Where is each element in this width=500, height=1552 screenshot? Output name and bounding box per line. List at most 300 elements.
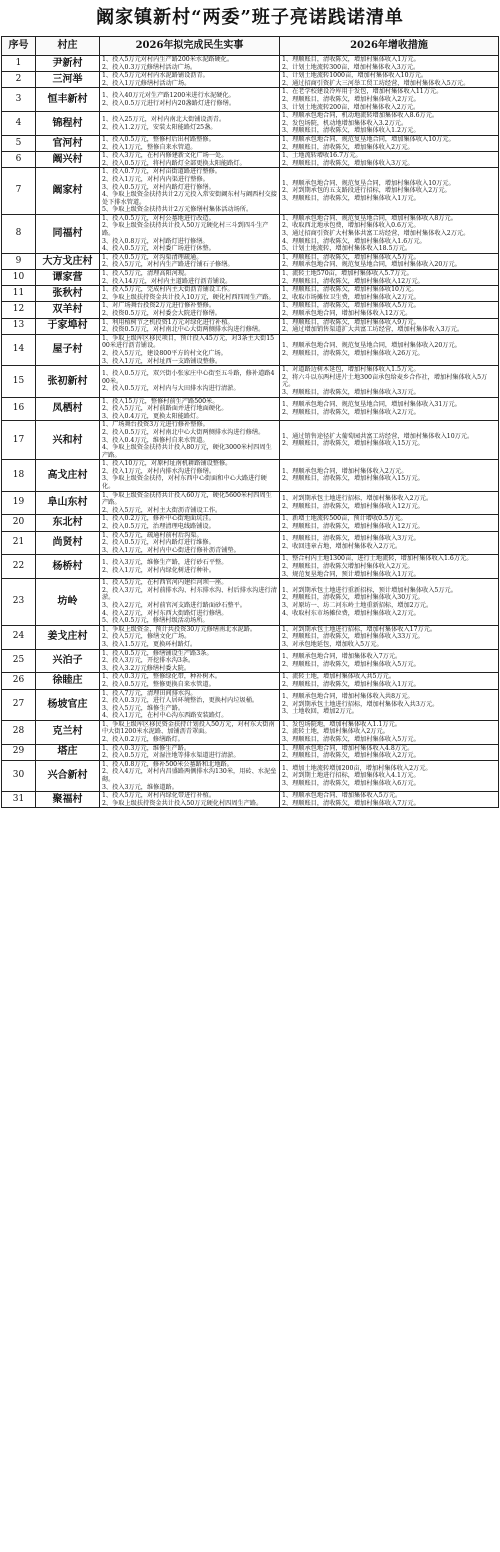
- project-item: 4、投入2万元，对村东西大街路灯进行修缮。: [102, 609, 228, 617]
- project-item: 1、投入0.5万元，对村公墓地进行改造。: [102, 214, 215, 222]
- project-item: 5、争取上级资金扶持共计2万元修缮村集体活动场所。: [102, 206, 253, 214]
- village-name: 克兰村: [36, 720, 100, 744]
- measure-item: 1、理顺账目，清收陈欠，增加村集体收入9万元。: [282, 318, 420, 326]
- projects-cell: [100, 214, 280, 253]
- table-row: [2, 214, 499, 253]
- projects-cell: [100, 135, 280, 151]
- village-name: 兴泊子: [36, 649, 100, 673]
- projects-cell: [100, 744, 280, 760]
- projects-cell: [100, 531, 280, 555]
- measures-cell: [280, 720, 499, 744]
- village-name: 张初新村: [36, 366, 100, 397]
- measure-item: 3、对原坊一、坊二河东岭土地重新招标，增加2万元。: [282, 601, 433, 609]
- project-item: 1、投入5万元对村内水泥路铺设沥青。: [102, 72, 209, 80]
- row-number: 15: [2, 366, 36, 397]
- project-item: 1、投入5万元，疏通村前村后沟渠。: [102, 531, 203, 539]
- measure-item: 3、理顺账目，清收陈欠，增加村集体收入1万元。: [282, 194, 420, 202]
- row-number: 11: [2, 286, 36, 302]
- row-number: 31: [2, 792, 36, 808]
- table-header-row: [2, 37, 499, 56]
- village-name: 阚兴村: [36, 152, 100, 168]
- measures-cell: [280, 760, 499, 791]
- measures-cell: [280, 253, 499, 269]
- row-number: 1: [2, 56, 36, 72]
- table-row: [2, 253, 499, 269]
- village-name: 锦程村: [36, 112, 100, 136]
- table-row: [2, 649, 499, 673]
- measures-cell: [280, 744, 499, 760]
- measure-item: 1、理顺承包地合同，机动地流转增加集体收入8.6万元。: [282, 112, 439, 120]
- table-row: [2, 318, 499, 334]
- measure-item: 2、理顺账目，清收陈欠，增加村集体收入30万元。: [282, 594, 424, 602]
- projects-cell: [100, 270, 280, 286]
- table-row: [2, 744, 499, 760]
- project-item: 1、争取上级库区移民资金扶持计划投入50万元，对村东大街南中大街1200米水泥路、加铺沥青罩面。: [102, 720, 275, 736]
- table-row: [2, 460, 499, 491]
- project-item: 1、投入5万元，完成村内主大街沥青铺设工作。: [102, 286, 234, 294]
- village-name: 张秋村: [36, 286, 100, 302]
- measure-item: 2、通过招商引资扩大三河举工贸工坊经营，增加村集体收入5万元。: [282, 79, 470, 87]
- village-name: 谭家营: [36, 270, 100, 286]
- village-name: 大方戈庄村: [36, 253, 100, 269]
- table-row: [2, 625, 499, 649]
- project-item: 2、投入5万元，修缮文化广场。: [102, 633, 191, 641]
- measure-item: 1、理顺账目，清收陈欠，增加村集体收入5万元。: [282, 253, 420, 261]
- project-item: 1、投入0.5万元，双兴街小张家庄中心街至五斗路，修补道路400米。: [102, 369, 275, 385]
- project-item: 2、投入0.5万元进行对村内20盏路灯进行修缮。: [102, 99, 236, 107]
- table-row: [2, 421, 499, 460]
- row-number: 6: [2, 152, 36, 168]
- projects-cell: [100, 673, 280, 689]
- measures-cell: [280, 579, 499, 626]
- project-item: 2、投入0.3万元，进行人居环境整治，更换村内垃圾桶。: [102, 697, 259, 705]
- projects-cell: [100, 397, 280, 421]
- project-item: 2、投入0.5万元，对村南北中心大街两侧排水沟进行修缮。: [102, 428, 265, 436]
- project-item: 1、投入0.2万元，修补中心街地面坑洼。: [102, 515, 215, 523]
- village-name: 官河村: [36, 135, 100, 151]
- measures-cell: [280, 334, 499, 365]
- measure-item: 1、对到期承包土地进行重新招标，预计增加村集体收入5万元。: [282, 586, 457, 594]
- table-row: [2, 72, 499, 88]
- measures-cell: [280, 286, 499, 302]
- measures-cell: [280, 397, 499, 421]
- measures-cell: [280, 625, 499, 649]
- table-row: [2, 366, 499, 397]
- measure-item: 1、整合村内土地1300亩，进行土地流转，增加村集体收入1.6万元。: [282, 555, 473, 563]
- village-name: 聚福村: [36, 792, 100, 808]
- village-name: 坊岭: [36, 579, 100, 626]
- projects-cell: [100, 579, 280, 626]
- projects-cell: [100, 286, 280, 302]
- table-row: [2, 286, 499, 302]
- row-number: 3: [2, 88, 36, 112]
- measure-item: 1、对道路边树木延包，增加村集体收入1.5万元。: [282, 366, 420, 374]
- row-number: 28: [2, 720, 36, 744]
- measures-cell: [280, 531, 499, 555]
- project-item: 1、投入0.5万元，整修村后出村路整修。: [102, 135, 215, 143]
- measure-item: 2、理顺账目，清收陈欠，增加集体收入2万元。: [282, 143, 414, 151]
- projects-cell: [100, 72, 280, 88]
- header-projects: 2026年拟完成民生实事: [100, 37, 280, 56]
- row-number: 18: [2, 460, 36, 491]
- measure-item: 1、理顺承包地合同、规范复垦地合同，增加村集体收入31万元。: [282, 401, 461, 409]
- projects-cell: [100, 334, 280, 365]
- projects-cell: [100, 460, 280, 491]
- projects-cell: [100, 625, 280, 649]
- project-item: 3、投入1.5万元，更换环村路灯。: [102, 640, 197, 648]
- village-name: 凤栖村: [36, 397, 100, 421]
- projects-cell: [100, 491, 280, 515]
- table-row: [2, 397, 499, 421]
- project-item: 1、投入25万元，对村内南北大街铺设沥青。: [102, 115, 226, 123]
- table-body: [2, 56, 499, 808]
- project-item: 3、投入0.5万元，对村内路灯进行修缮。: [102, 183, 215, 191]
- projects-cell: [100, 720, 280, 744]
- project-item: 2、投入0.5万元，整修更换自来水管道。: [102, 680, 215, 688]
- measure-item: 2、发包场院，机动地增加集体收入3.2万元。: [282, 119, 408, 127]
- project-item: 2、投入1.2万元，安装太阳能路灯25盏。: [102, 123, 217, 131]
- table-row: [2, 673, 499, 689]
- projects-cell: [100, 421, 280, 460]
- village-name: 阚家村: [36, 168, 100, 215]
- row-number: 22: [2, 555, 36, 579]
- measure-item: 3、理顺账目，清收陈欠，增加村集体收入3万元。: [282, 388, 420, 396]
- project-item: 1、对广场舞台投资2万元进行修补整修。: [102, 302, 216, 310]
- project-item: 2、投入5万元，建设800平方的村文化广场。: [102, 349, 227, 357]
- project-item: 1、投入0.3万元，维修生产路。: [102, 744, 191, 752]
- table-row: [2, 579, 499, 626]
- project-item: 2、投入3万元，对村前排水沟、村东排水沟、村后排水沟进行清淤。: [102, 586, 277, 602]
- measure-item: 2、通过增加销售渠道扩大共富工坊经营，增加村集体收入3万元。: [282, 326, 464, 334]
- measure-item: 2、理顺账目，清收陈欠，增加村集体收入1万元。: [282, 680, 420, 688]
- measure-item: 1、对到期承包土地进行招标，增加村集体收入2万元。: [282, 495, 433, 503]
- row-number: 16: [2, 397, 36, 421]
- measure-item: 1、理顺承包地合同、规范复垦合同，增加村集体收入10万元。: [282, 179, 455, 187]
- village-name: 兴和村: [36, 421, 100, 460]
- project-item: 3、投入5万元，维修生产路。: [102, 704, 185, 712]
- table-row: [2, 491, 499, 515]
- measure-item: 3、理顺账目，清收陈欠，增加村集体收入6万元。: [282, 779, 420, 787]
- measure-item: 2、理顺账目，清收陈欠，增加村集体收入26万元。: [282, 349, 424, 357]
- header-measures: 2026年增收措施: [280, 37, 499, 56]
- measures-cell: [280, 460, 499, 491]
- village-name: 阜山东村: [36, 491, 100, 515]
- project-item: 3、投入1万元，对村址西一支路铺设整修。: [102, 357, 222, 365]
- row-number: 29: [2, 744, 36, 760]
- project-item: 3、投入0.4万元，更换太阳能路灯。: [102, 412, 203, 420]
- table-row: [2, 555, 499, 579]
- measure-item: 3、理顺账目，清收陈欠，增加集体收入1.2万元。: [282, 127, 420, 135]
- table-row: [2, 152, 499, 168]
- project-item: 2、投入3万元，开挖排水沟3条。: [102, 657, 195, 665]
- header-no: 序号: [2, 37, 36, 56]
- row-number: 21: [2, 531, 36, 555]
- measure-item: 1、理顺承包地合同、规范复垦地合同，增加村集体收入20万元。: [282, 342, 461, 350]
- measure-item: 2、对到期土地进行招标，增加集体收入4.1万元。: [282, 772, 420, 780]
- project-item: 3、投入3万元，维修道路。: [102, 783, 178, 791]
- project-item: 1、投入5万元，在村西官河内建拦河坝一座。: [102, 579, 228, 587]
- project-item: 2、投入5万元，对村前路面并进行地面硬化。: [102, 405, 228, 413]
- village-name: 双羊村: [36, 302, 100, 318]
- measures-cell: [280, 673, 499, 689]
- project-item: 3、投入1万元，对村内中心街进行修补沥青铺垫。: [102, 546, 240, 554]
- project-item: 1、投入0.3万元，整修绿化带，种补树木。: [102, 673, 221, 681]
- measure-item: 1、理顺承包地合同、增加集体收入5万元。: [282, 792, 402, 800]
- projects-cell: [100, 56, 280, 72]
- project-item: 2、投入1万元，对村内内渠进行整修。: [102, 175, 209, 183]
- village-name: 东北村: [36, 515, 100, 531]
- project-item: 1、投入15万元，整修村前生产路500米。: [102, 397, 219, 405]
- project-item: 1、利用植树节之机投资1万元对绿化进行补植。: [102, 318, 234, 326]
- projects-cell: [100, 649, 280, 673]
- measure-item: 2、理顺承包地合同、规范复垦地合同，增加村集体收入20万元。: [282, 261, 461, 269]
- table-row: [2, 302, 499, 318]
- village-name: 高戈庄村: [36, 460, 100, 491]
- project-item: 1、投入0.5万元，对沟渠清理疏通。: [102, 253, 203, 261]
- project-item: 1、投入3万元，在村内修建新文化广场一处。: [102, 152, 228, 160]
- project-item: 3、争取上级资金扶持，对村东西中心街面和中心大路进行硬化。: [102, 475, 267, 491]
- measure-item: 1、理顺账目，清收陈欠，增加村集体收入1万元。: [282, 56, 420, 63]
- project-item: 2、投入4万元，对村内昌盛路两侧排水沟130米，用砖、水泥垒砌。: [102, 768, 277, 784]
- measure-item: 1、理顺账目，清收陈欠，增加村集体收入3万元。: [282, 535, 420, 543]
- village-name: 姜戈庄村: [36, 625, 100, 649]
- header-village: 村庄: [36, 37, 100, 56]
- village-name: 杨桥村: [36, 555, 100, 579]
- project-item: 1、广场舞台投资3万元进行修补整修。: [102, 421, 209, 429]
- project-item: 1、争取上级资金扶持共计投入60万元，硬化5600米村四周生产路。: [102, 491, 272, 507]
- measures-cell: [280, 515, 499, 531]
- table-row: [2, 760, 499, 791]
- project-item: 1、投入10万元，对原村址南机耕路铺设整修。: [102, 460, 232, 468]
- table-row: [2, 270, 499, 286]
- village-name: 杨坡官庄: [36, 689, 100, 720]
- measure-item: 3、理顺账目，清收陈欠，增加村集体收入5万元。: [282, 736, 420, 744]
- measure-item: 1、通过销售途径扩大葡萄园共富工坊经营，增加村集体收入10万元。: [282, 432, 474, 440]
- measures-cell: [280, 56, 499, 72]
- row-number: 4: [2, 112, 36, 136]
- measure-item: 1、理顺承包地合同、规范复垦地合同，增加集体收入10万元。: [282, 135, 455, 143]
- measures-cell: [280, 168, 499, 215]
- project-item: 4、投入0.5万元，对村委广场进行休整。: [102, 245, 215, 253]
- project-item: 3、投入2万元，对村前官河支路进行路面砂石整平。: [102, 601, 246, 609]
- table-row: [2, 515, 499, 531]
- village-name: 徐睦庄: [36, 673, 100, 689]
- measures-cell: [280, 366, 499, 397]
- projects-cell: [100, 168, 280, 215]
- measure-item: 2、计划土地流转300亩，增加村集体收入3万元。: [282, 63, 420, 71]
- project-item: 1、投入0.7万元，对村亩街道路进行整修。: [102, 168, 221, 176]
- measure-item: 1、计划土地流转1000亩，增加村集体收入10万元。: [282, 72, 428, 80]
- measure-item: 2、理顺账目，清收陈欠，增加村集体收入2万元。: [282, 408, 420, 416]
- village-name: 塔庄: [36, 744, 100, 760]
- row-number: 9: [2, 253, 36, 269]
- measure-item: 3、对承包地延包，增加收入5万元。: [282, 640, 383, 648]
- project-item: 1、投入40万元对生产路1200米进行水泥硬化。: [102, 92, 235, 100]
- table-row: [2, 88, 499, 112]
- village-name: 尹新村: [36, 56, 100, 72]
- project-item: 2、争取上级扶持资金共计投入50万元硬化村四周生产路。: [102, 799, 263, 807]
- table-row: [2, 689, 499, 720]
- row-number: 2: [2, 72, 36, 88]
- village-name: 于家埠村: [36, 318, 100, 334]
- project-item: 2、投入1万元修缮村活动广场。: [102, 79, 191, 87]
- project-item: 2、投入5万元，对村主大街沥青铺设工作。: [102, 506, 222, 514]
- measure-item: 1、理顺承包地合同，增加集体收入7万元。: [282, 653, 402, 661]
- project-item: 2、投入0.5万元，对湿注地等排水渠道进行清淤。: [102, 752, 240, 760]
- project-item: 2、投入0.5万元，对村内与大田排水沟进行清淤。: [102, 385, 240, 393]
- project-item: 4、争取上级资金扶持共计2万元投入常安街阚东村与阚西村交接处下排水管道。: [102, 191, 277, 206]
- measures-cell: [280, 792, 499, 808]
- project-item: 1、争取上级资金，预计共投资30万元修缮南北水泥路。: [102, 625, 257, 633]
- measure-item: 2、理顺账目，清收陈欠，增加村集体收入12万元。: [282, 523, 424, 531]
- measure-item: 2、理顺账目，清收陈欠，增加村集体收入15万元。: [282, 440, 424, 448]
- project-item: 2、争取上级扶持资金共计投入10万元，硬化村西四周生产路。: [102, 293, 275, 301]
- measure-item: 1、土地流转增收16.7万元。: [282, 152, 362, 160]
- measure-item: 3、土地收回，增加2万元。: [282, 708, 358, 716]
- measure-item: 1、新增土地流转500亩，预计增收0.5万元。: [282, 515, 407, 523]
- table-row: [2, 792, 499, 808]
- project-item: 2、投入0.5万元，对村内路灯进行维修。: [102, 539, 215, 547]
- table-row: [2, 720, 499, 744]
- measure-item: 2、理顺账目，清收陈欠，增加集体收入3万元。: [282, 159, 414, 167]
- project-item: 2、投入1万元，对村内排水沟进行修缮。: [102, 467, 216, 475]
- measures-cell: [280, 421, 499, 460]
- measures-cell: [280, 72, 499, 88]
- row-number: 26: [2, 673, 36, 689]
- projects-cell: [100, 792, 280, 808]
- page-title: 阚家镇新村“两委”班子亮诺践诺清单: [96, 7, 404, 28]
- project-item: 1、投入0.5万元，修缮铺设生产路3条。: [102, 649, 213, 657]
- table-row: [2, 112, 499, 136]
- measure-item: 2、理顺账目，清收陈欠，增加村集体收入7万元。: [282, 799, 420, 807]
- project-item: 1、投入0.8万元，修补500米公墓路和北地路。: [102, 760, 233, 768]
- table-row: [2, 168, 499, 215]
- measure-item: 2、理顺账目，清收陈欠，增加村集体收入15万元。: [282, 475, 424, 483]
- project-item: 1、投入3万元，维修生产路，进行砂石平整。: [102, 559, 228, 567]
- project-item: 2、投入0.2万元，修缮路灯。: [102, 736, 184, 744]
- measure-item: 2、将六斗以东两村进片土地300亩承包给麦乡合作社，增加村集体收入5万元。: [282, 373, 488, 389]
- project-item: 5、投入0.5万元，修缮村级活动场所。: [102, 617, 209, 625]
- village-name: 尚贤村: [36, 531, 100, 555]
- projects-cell: [100, 88, 280, 112]
- village-name: 同福村: [36, 214, 100, 253]
- project-item: 4、争取上级资金扶持共计投入80万元，硬化3000米村四周生产路。: [102, 444, 272, 459]
- measures-cell: [280, 318, 499, 334]
- measure-item: 1、理顺承包地合同，增加村集体收入共8万元。: [282, 693, 414, 701]
- measure-item: 3、通过招商引资扩大村集体共富工坊经营，增加村集体收入2万元。: [282, 230, 470, 238]
- project-item: 2、投入14万元，对村内主道路进行沥青铺设。: [102, 277, 232, 285]
- measure-item: 2、理顺账目，清收陈欠，增加村集体收入12万元。: [282, 277, 424, 285]
- projects-cell: [100, 318, 280, 334]
- measure-item: 2、理顺账目，清收陈欠，增加村集体收入5万元。: [282, 660, 420, 668]
- measure-item: 2、收取西北地承包费，增加村集体收入0.6万元。: [282, 222, 420, 230]
- village-name: 兴合新村: [36, 760, 100, 791]
- measures-cell: [280, 112, 499, 136]
- measures-cell: [280, 491, 499, 515]
- row-number: 25: [2, 649, 36, 673]
- projects-cell: [100, 302, 280, 318]
- project-item: 2、投入1万元，整修自来水管道。: [102, 143, 197, 151]
- measures-cell: [280, 649, 499, 673]
- measure-item: 2、理顺账目，清收陈欠增加村集体收入2万元。: [282, 563, 414, 570]
- measures-cell: [280, 689, 499, 720]
- project-item: 2、争取上级资金扶持共计投入50万元硬化村三斗到四斗生产路。: [102, 222, 269, 238]
- measures-cell: [280, 214, 499, 253]
- village-name: 三河举: [36, 72, 100, 88]
- table-row: [2, 334, 499, 365]
- project-item: 1、投入5万元，对村内绿化带进行补植。: [102, 792, 216, 800]
- measure-item: 1、理顺账目，清收陈欠，增加村集体收10万元。: [282, 286, 418, 294]
- measure-item: 2、收回违章占地，增加村集体收入2万元。: [282, 543, 402, 551]
- measure-item: 1、增加土地流转增加200亩，增加村集体收入2万元。: [282, 764, 432, 772]
- row-number: 24: [2, 625, 36, 649]
- projects-cell: [100, 515, 280, 531]
- table-row: [2, 531, 499, 555]
- project-item: 2、投入5万元，对村内生产路进行铺石子修缮。: [102, 261, 234, 269]
- measure-item: 1、理顺承包地合同，增加村集体收入2万元。: [282, 467, 408, 475]
- measures-cell: [280, 302, 499, 318]
- measure-item: 2、理顺承包地合同，增加村集体收入12万元。: [282, 310, 412, 317]
- row-number: 10: [2, 270, 36, 286]
- measures-cell: [280, 152, 499, 168]
- measure-item: 1、理顺承包地合同、规范复垦地合同，增加村集体收入8万元。: [282, 214, 457, 222]
- measure-item: 1、流转土地570亩，增加村集体收入5.7万元。: [282, 270, 413, 278]
- project-item: 2、投入0.3万元修缮村活动广场。: [102, 63, 197, 71]
- measure-item: 2、理顺账目，清收陈欠，增加村集体收入2万元。: [282, 95, 420, 103]
- projects-cell: [100, 112, 280, 136]
- measure-item: 1、在老学校建设冷库用于发包，增加村集体收入11万元。: [282, 88, 443, 96]
- measure-item: 2、理顺账目，清收陈欠，增加村集体收入33万元。: [282, 633, 424, 641]
- table-row: [2, 135, 499, 151]
- projects-cell: [100, 689, 280, 720]
- measure-item: 2、对到期承包的五支路段进行招标，增加村集体收入2万元。: [282, 187, 451, 195]
- projects-cell: [100, 760, 280, 791]
- measures-cell: [280, 88, 499, 112]
- projects-cell: [100, 152, 280, 168]
- row-number: 12: [2, 302, 36, 318]
- measure-item: 5、计划土地流转，增加村集体收入18.5万元。: [282, 245, 412, 253]
- row-number: 27: [2, 689, 36, 720]
- row-number: 7: [2, 168, 36, 215]
- project-item: 4、投入1万元，在村中心沟东西路安装路灯。: [102, 712, 228, 720]
- project-item: 2、投资0.5万元，对村南北中心大街两侧排水沟进行修缮。: [102, 326, 265, 334]
- measure-item: 4、理顺账目，清收陈欠，增加村集体收入1.6万元。: [282, 237, 426, 245]
- row-number: 19: [2, 491, 36, 515]
- row-number: 17: [2, 421, 36, 460]
- measures-cell: [280, 555, 499, 579]
- projects-cell: [100, 253, 280, 269]
- row-number: 30: [2, 760, 36, 791]
- measures-cell: [280, 135, 499, 151]
- measure-item: 1、对到期承包土地进行招标，增加村集体收入17万元。: [282, 625, 437, 633]
- project-item: 2、投资0.5万元，对村委会大院进行修缮。: [102, 310, 221, 317]
- measure-item: 2、收取市场摊位卫生费，增加村集体收入2万元。: [282, 293, 420, 301]
- row-number: 13: [2, 318, 36, 334]
- table-row: [2, 56, 499, 72]
- row-number: 20: [2, 515, 36, 531]
- measure-item: 2、理顺账目，清收陈欠，增加村集体收入2万元。: [282, 752, 420, 760]
- projects-cell: [100, 366, 280, 397]
- measures-cell: [280, 270, 499, 286]
- project-item: 1、投入5万元，清理高阳河现。: [102, 270, 191, 278]
- project-item: 3、投入0.8万元，对村路灯进行修缮。: [102, 237, 209, 245]
- measure-item: 3、规范复垦地合同，预计增加村集体收入1万元。: [282, 570, 420, 578]
- measure-item: 1、理顺账目，清收陈欠，增加村集体收入5万元。: [282, 302, 420, 310]
- measure-item: 3、计划土地流转200亩，增加村集体收入2万元。: [282, 103, 420, 111]
- project-item: 1、投入5万元对村内生产路200米水泥路硬化。: [102, 56, 234, 63]
- project-item: 1、争取上级库区移民项目，预计投入45万元，对3条主大街1500米进行沥青铺设。: [102, 334, 275, 350]
- project-item: 3、投入0.4万元，维修村自来水管道。: [102, 436, 209, 444]
